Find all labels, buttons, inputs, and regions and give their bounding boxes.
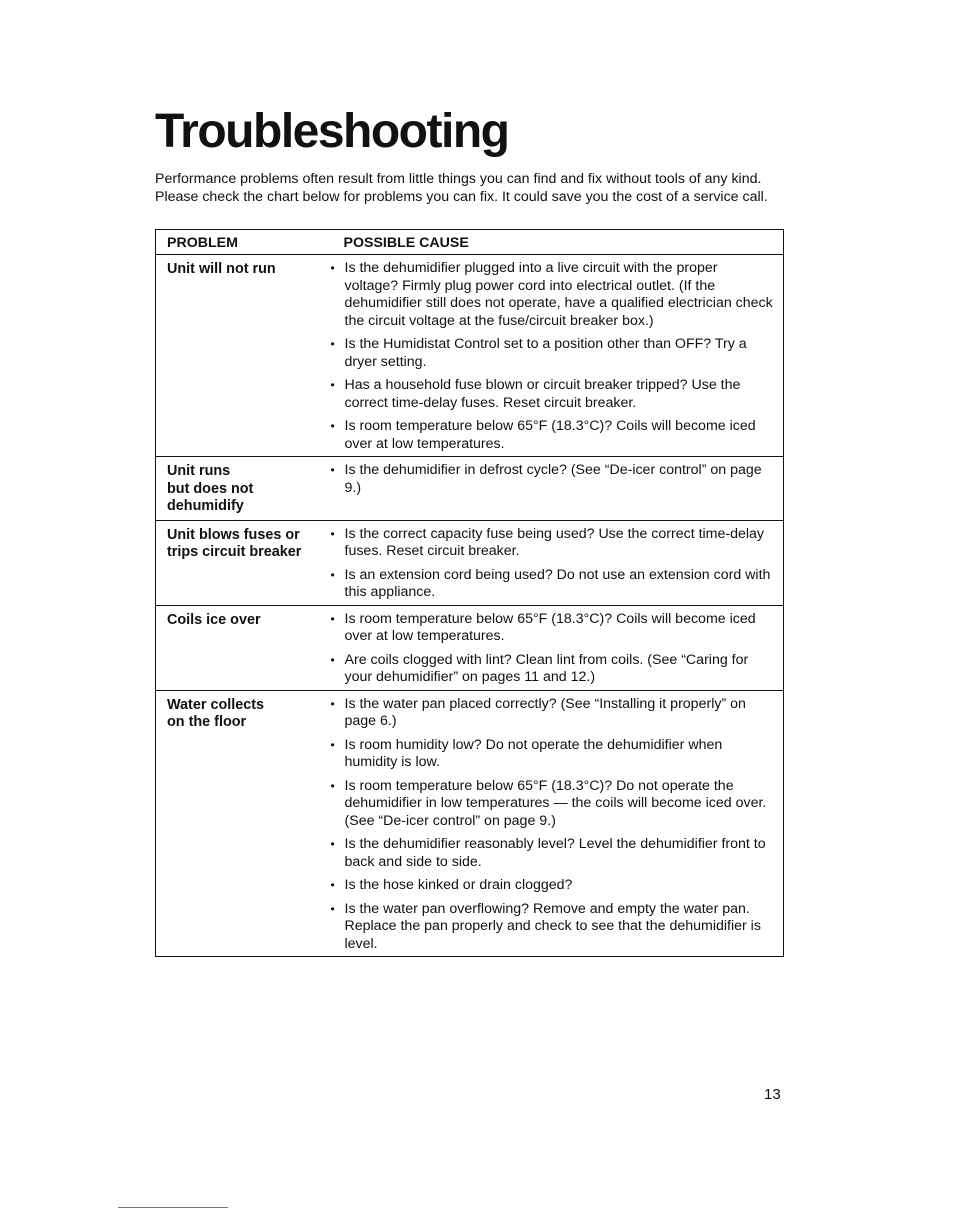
page-title: Troubleshooting: [155, 105, 509, 158]
bullet-icon: •: [330, 419, 335, 433]
table-header-row: [156, 230, 784, 255]
table-body: [156, 255, 784, 957]
cause-item: [313, 778, 776, 831]
column-header-problem: PROBLEM: [167, 235, 238, 251]
bullet-icon: •: [330, 261, 335, 275]
cause-list: [313, 611, 776, 687]
problem-cell: Unit blows fuses or trips circuit breaker: [167, 526, 302, 560]
table-row: [156, 457, 784, 521]
problem-cell: Unit will not run: [167, 261, 276, 277]
column-header-possible-cause: POSSIBLE CAUSE: [343, 235, 469, 251]
problem-cell: Unit runs but does not dehumidify: [167, 463, 254, 514]
cause-item: [313, 418, 776, 453]
cause-text: Is the dehumidifier plugged into a live circuit with the proper voltage? Firmly plug power cord into electrical outlet. (If the dehumidifier still does not operate, have a qualified electrician check the circuit voltage at the fuse/circuit breaker box.): [344, 260, 773, 329]
cause-item: [313, 611, 776, 646]
table-row: [156, 605, 784, 690]
page-number: 13: [764, 1086, 781, 1103]
possible-cause-cell: [313, 690, 784, 957]
bullet-icon: •: [330, 611, 335, 626]
cause-text: Is the Humidistat Control set to a position other than OFF? Try a dryer setting.: [344, 336, 747, 370]
cause-item: [313, 377, 776, 412]
cause-item: [313, 836, 776, 871]
possible-cause-cell: [313, 605, 784, 690]
cause-list: [313, 696, 776, 954]
cause-text: Are coils clogged with lint? Clean lint from coils. (See “Caring for your dehumidifier” on pages 11 and 12.): [344, 651, 749, 685]
cause-text: Is the dehumidifier in defrost cycle? (See “De-icer control” on page 9.): [344, 462, 762, 496]
cause-item: [313, 567, 776, 602]
cause-text: Is an extension cord being used? Do not use an extension cord with this appliance.: [344, 566, 771, 600]
intro-paragraph: Performance problems often result from little things you can find and fix without tools of any kind. Please check the chart below for problems you can fix. It could save you the cost of a service call.: [155, 171, 768, 205]
bullet-icon: •: [330, 567, 335, 582]
bullet-icon: •: [330, 696, 335, 711]
bullet-icon: •: [330, 737, 335, 752]
bullet-icon: •: [330, 837, 335, 851]
bullet-icon: •: [330, 337, 335, 351]
cause-text: Is the water pan overflowing? Remove and empty the water pan. Replace the pan properly and check to see that the dehumidifier is level.: [344, 900, 761, 952]
bullet-icon: •: [330, 526, 335, 541]
bullet-icon: •: [330, 463, 335, 477]
cause-item: [313, 877, 776, 895]
possible-cause-cell: [313, 520, 784, 605]
cause-item: [313, 462, 776, 497]
bullet-icon: •: [330, 778, 335, 793]
cause-text: Is room temperature below 65°F (18.3°C)? Do not operate the dehumidifier in low temperatures — the coils will become iced over. (See “De-icer control” on page 9.): [344, 777, 767, 829]
cause-text: Is the water pan placed correctly? (See “Installing it properly” on page 6.): [344, 695, 746, 729]
cause-text: Is the dehumidifier reasonably level? Level the dehumidifier front to back and side to side.: [344, 836, 766, 870]
bullet-icon: •: [330, 901, 335, 916]
table-row: [156, 690, 784, 957]
cause-item: [313, 737, 776, 772]
problem-cell: Water collects on the floor: [167, 696, 265, 730]
footer-rule: [118, 1207, 228, 1208]
bullet-icon: •: [330, 878, 335, 892]
troubleshooting-table: [155, 229, 784, 957]
problem-cell: Coils ice over: [167, 611, 261, 628]
cause-list: [313, 462, 776, 497]
table-row: [156, 520, 784, 605]
cause-text: Is room temperature below 65°F (18.3°C)? Coils will become iced over at low temperatures.: [344, 418, 756, 452]
bullet-icon: •: [330, 378, 335, 392]
cause-text: Is the correct capacity fuse being used? Use the correct time-delay fuses. Reset circuit breaker.: [344, 525, 765, 559]
cause-list: [313, 260, 776, 453]
cause-item: [313, 901, 776, 954]
cause-text: Is room humidity low? Do not operate the dehumidifier when humidity is low.: [344, 736, 723, 770]
cause-item: [313, 260, 776, 330]
cause-item: [313, 696, 776, 731]
cause-text: Is the hose kinked or drain clogged?: [344, 877, 573, 893]
possible-cause-cell: [313, 457, 784, 521]
bullet-icon: •: [330, 652, 335, 667]
cause-text: Is room temperature below 65°F (18.3°C)? Coils will become iced over at low temperatures.: [344, 610, 756, 644]
cause-list: [313, 526, 776, 602]
table-row: [156, 255, 784, 457]
possible-cause-cell: [313, 255, 784, 457]
cause-item: [313, 336, 776, 371]
cause-item: [313, 526, 776, 561]
cause-text: Has a household fuse blown or circuit breaker tripped? Use the correct time-delay fuses. Reset circuit breaker.: [344, 377, 741, 411]
cause-item: [313, 652, 776, 687]
